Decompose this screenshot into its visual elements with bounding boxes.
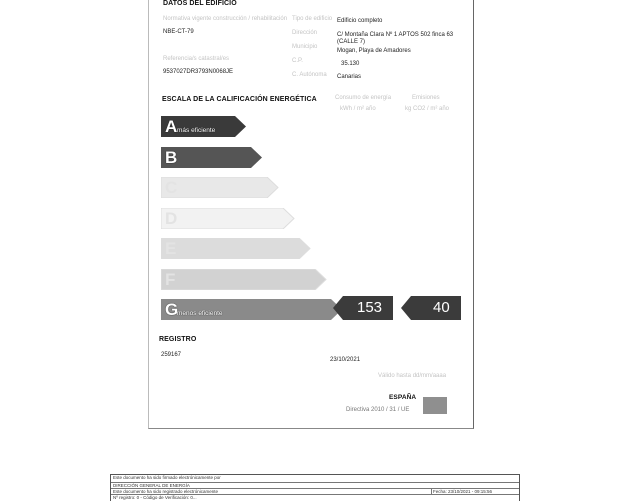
energy-bar-shape: [161, 177, 279, 198]
normative-label: Normativa vigente construcción / rehabilitación: [163, 16, 288, 22]
energy-bar-a: [161, 116, 247, 137]
section-title: DATOS DEL EDIFICIO: [163, 0, 237, 7]
normative-value: NBE-CT-79: [163, 29, 194, 35]
energy-bar-shape: [161, 238, 311, 259]
energy-bar-letter: G: [165, 300, 179, 319]
energy-bar-f: [161, 269, 327, 290]
signature-line1: Este documento ha sido firmado electrónicamente por: [113, 475, 221, 480]
cp-value: 35.130: [341, 61, 360, 67]
signature-line3-right: Fecha: 23/10/2021 - 09:15:56: [433, 489, 493, 494]
emissions-rating-shape: [401, 296, 461, 320]
energy-bar-letter: E: [165, 239, 177, 258]
signature-line4: Nº registro: 0 - Código de Verificación: 0...: [113, 495, 197, 500]
energy-rating-value: 153: [357, 299, 383, 316]
signature-box: [110, 474, 520, 501]
community-label: C. Autónoma: [292, 72, 327, 78]
cp-label: C.P.: [292, 58, 303, 64]
energy-bar-letter: B: [165, 147, 178, 167]
signature-line3: Este documento ha sido registrado electrónicamente: [113, 489, 219, 494]
eu-flag-icon: [423, 397, 447, 414]
energy-bar-letter: C: [165, 178, 178, 197]
registry-number: 259167: [161, 352, 182, 358]
energy-bar-e: [161, 238, 311, 259]
emissions-header-line1: Emisiones: [412, 95, 440, 101]
address-label: Dirección: [292, 30, 318, 36]
energy-header-line1: Consumo de energía: [335, 95, 392, 101]
energy-header-line2: kWh / m² año: [340, 106, 376, 112]
energy-bar-letter: D: [165, 208, 178, 228]
signature-line2: DIRECCIÓN GENERAL DE ENERGÍA: [113, 483, 190, 488]
energy-bar-d: [161, 208, 295, 229]
country-label: ESPAÑA: [389, 394, 417, 401]
emissions-rating-arrow: [401, 296, 461, 320]
catastral-label: Referencia/s catastral/es: [163, 56, 230, 62]
energy-bar-shape: [161, 208, 295, 229]
energy-rating-arrow: [333, 296, 393, 320]
municipality-label: Municipio: [292, 44, 318, 50]
valid-until-label: Válido hasta dd/mm/aaaa: [378, 373, 447, 379]
community-value: Canarias: [337, 74, 362, 80]
energy-bar-desc: más eficiente: [177, 127, 216, 134]
directive-label: Directiva 2010 / 31 / UE: [346, 407, 410, 413]
energy-bar-c: [161, 177, 279, 198]
registry-date: 23/10/2021: [330, 357, 361, 363]
energy-bar-b: [161, 147, 263, 168]
building-type-label: Tipo de edificio: [292, 16, 333, 22]
energy-bar-letter: A: [165, 117, 178, 136]
scale-title: ESCALA DE LA CALIFICACIÓN ENERGÉTICA: [162, 96, 317, 103]
emissions-rating-value: 40: [433, 299, 450, 316]
emissions-header-line2: kg CO2 / m² año: [405, 106, 450, 112]
energy-bar-desc: menos eficiente: [177, 310, 223, 317]
energy-bar-letter: F: [165, 269, 176, 289]
catastral-value: 9537027DR3793N0068JE: [163, 69, 234, 75]
municipality-value: Mogan, Playa de Amadores: [337, 48, 411, 54]
address-value: C/ Montaña Clara Nº 1 APTOS 502 finca 63 (CALLE 7): [337, 32, 454, 45]
energy-bar-shape: [161, 269, 327, 290]
registry-label: REGISTRO: [159, 336, 197, 343]
energy-bar-g: [161, 299, 343, 320]
building-type-value: Edificio completo: [337, 18, 383, 24]
